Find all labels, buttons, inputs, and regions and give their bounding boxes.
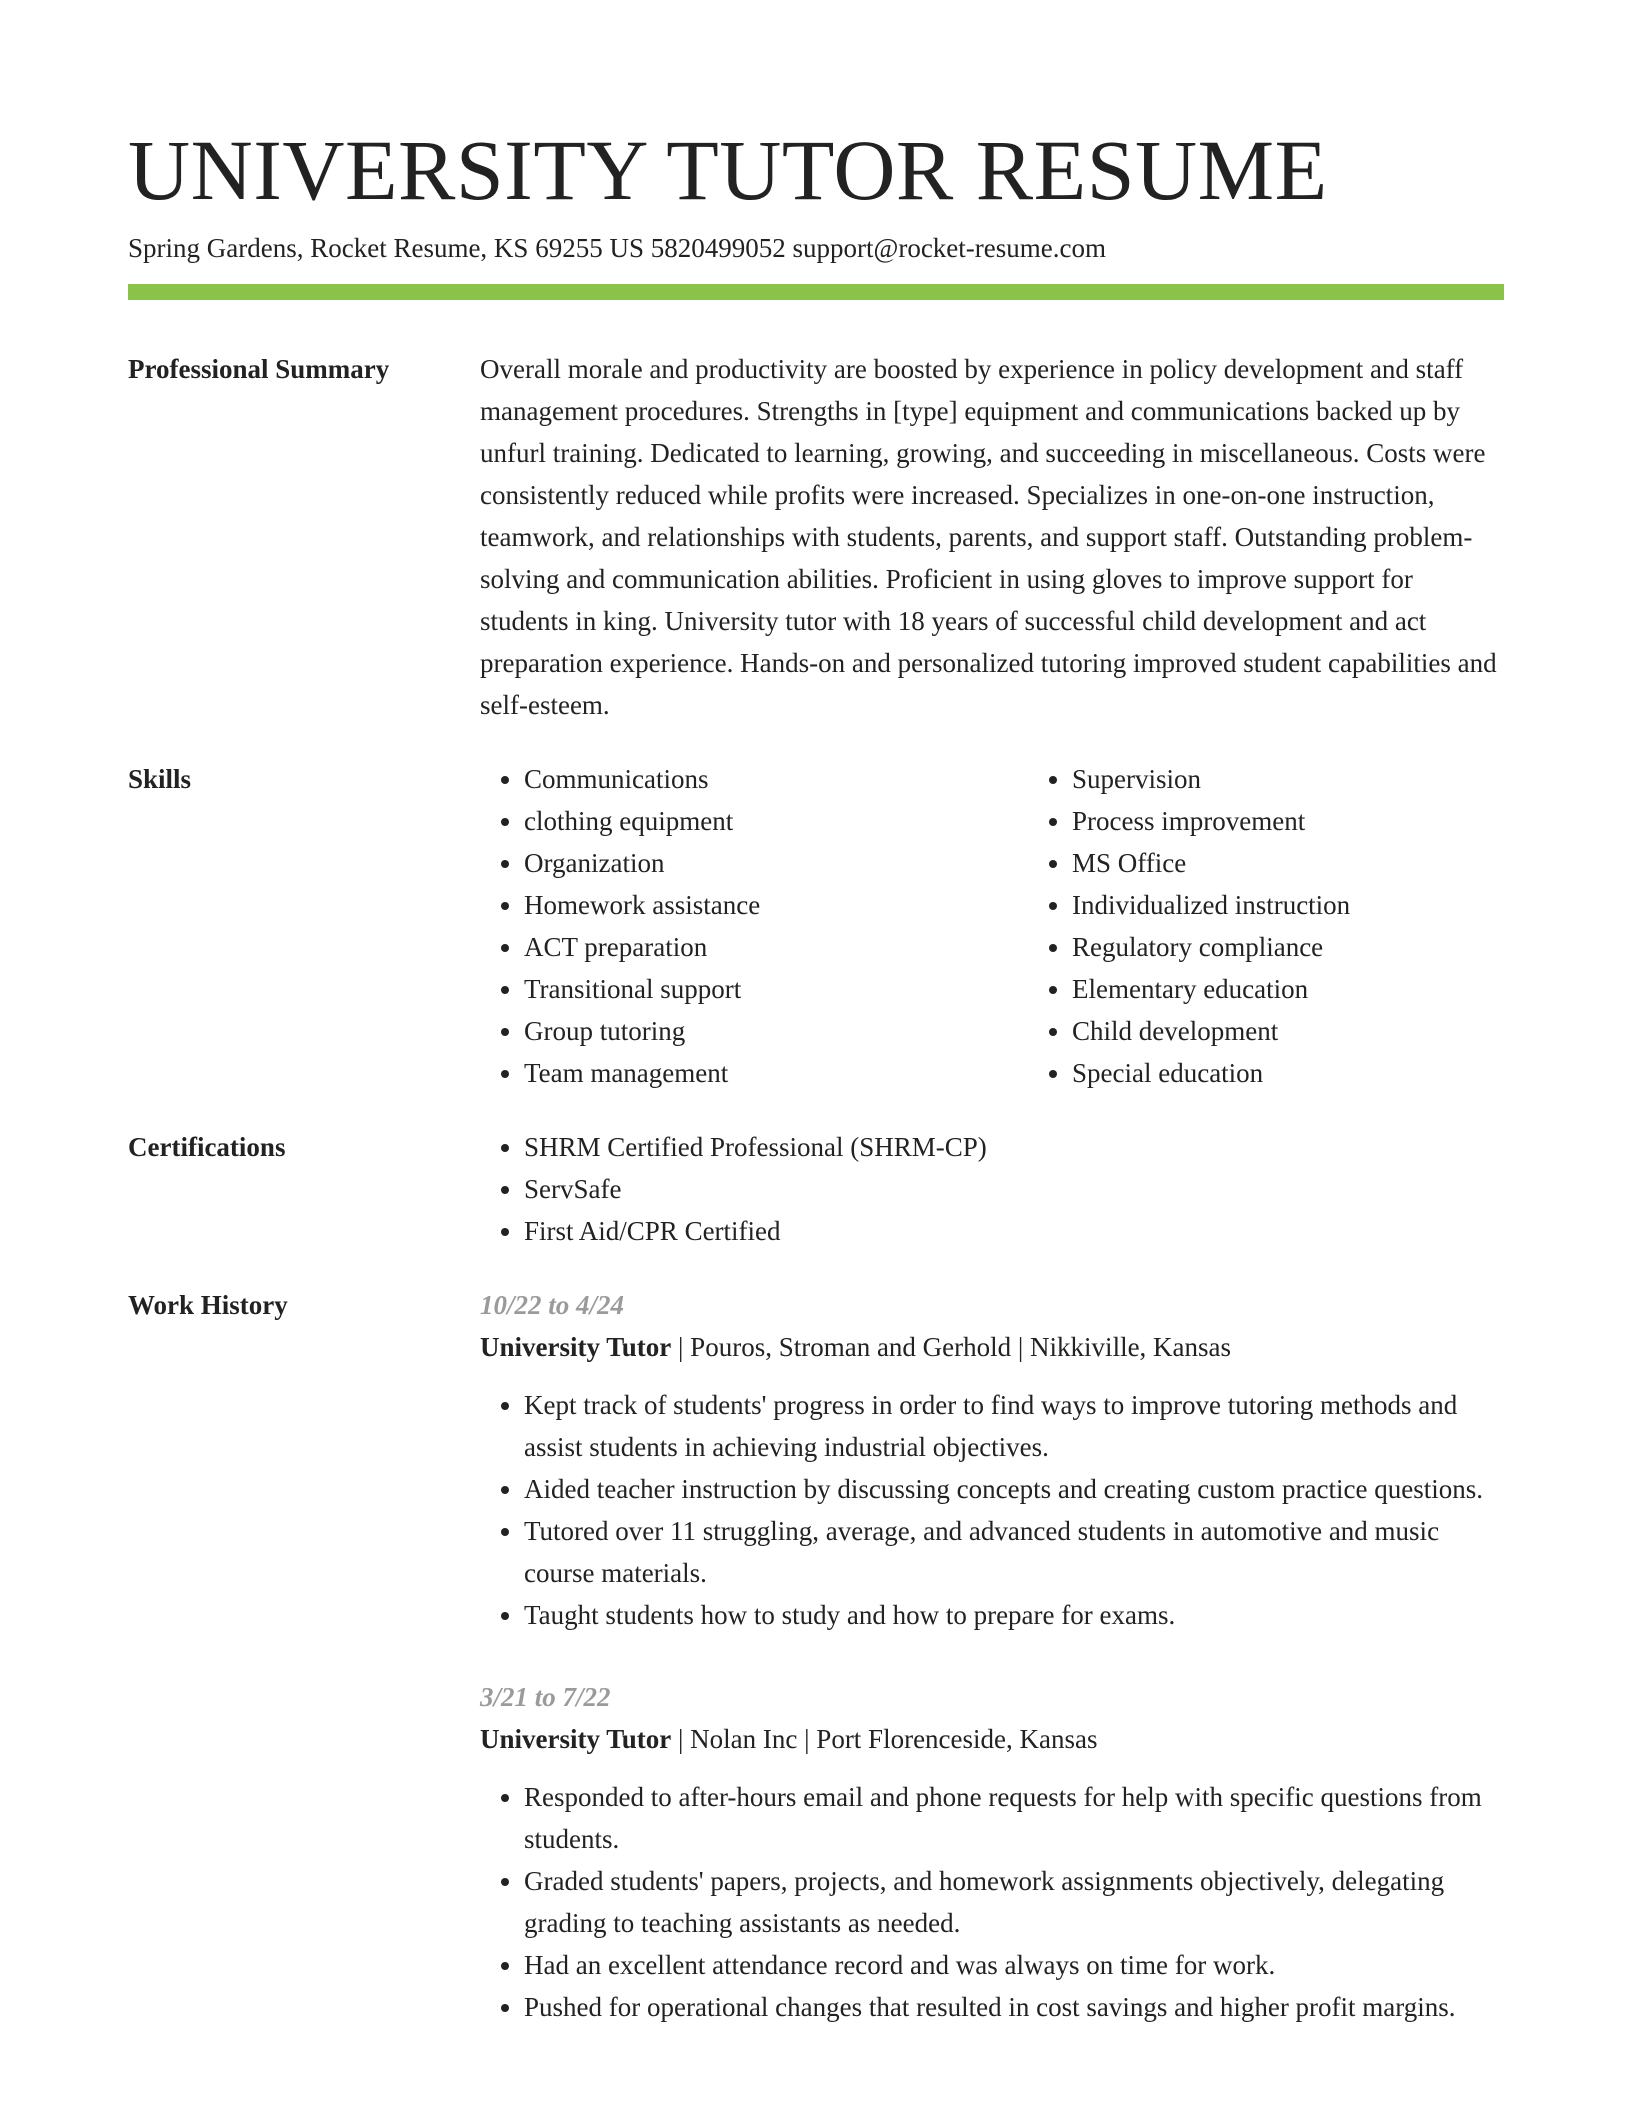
job-details: | Pouros, Stroman and Gerhold | Nikkiville, Kansas xyxy=(671,1332,1232,1362)
contact-line: Spring Gardens, Rocket Resume, KS 69255 US 5820499052 support@rocket-resume.com xyxy=(128,233,1106,263)
list-item: • Special education xyxy=(1072,1052,1576,1094)
list-item: • Individualized instruction xyxy=(1072,884,1576,926)
list-item: • SHRM Certified Professional (SHRM-CP) xyxy=(524,1126,1504,1168)
job-details: | Nolan Inc | Port Florenceside, Kansas xyxy=(671,1724,1098,1754)
list-item: • Team management xyxy=(524,1052,1028,1094)
list-item: • Supervision xyxy=(1072,758,1576,800)
job-title: University Tutor xyxy=(480,1332,672,1362)
skills-section xyxy=(128,758,1504,1094)
skills-list-left xyxy=(480,758,1028,1094)
skills-list-right xyxy=(1028,758,1576,1094)
job-entry xyxy=(480,1284,1504,1636)
list-item: • Elementary education xyxy=(1072,968,1576,1010)
accent-divider xyxy=(128,284,1504,300)
resume-page xyxy=(128,120,1504,2028)
section-label: Professional Summary xyxy=(128,354,390,384)
job-heading xyxy=(480,1326,1504,1368)
skills-columns xyxy=(480,758,1576,1094)
list-item: • clothing equipment xyxy=(524,800,1028,842)
job-entry xyxy=(480,1676,1504,2028)
list-item: • ServSafe xyxy=(524,1168,1504,1210)
list-item: • Group tutoring xyxy=(524,1010,1028,1052)
list-item: • Had an excellent attendance record and was always on time for work. xyxy=(524,1944,1504,1986)
section-label: Skills xyxy=(128,764,192,794)
list-item: • Homework assistance xyxy=(524,884,1028,926)
certifications-section xyxy=(128,1126,1504,1252)
list-item: • Responded to after-hours email and phone requests for help with specific questions from students. xyxy=(524,1776,1504,1860)
list-item: • First Aid/CPR Certified xyxy=(524,1210,1504,1252)
job-dates: 3/21 to 7/22 xyxy=(480,1682,611,1712)
job-bullets xyxy=(480,1776,1504,2028)
list-item: • Transitional support xyxy=(524,968,1028,1010)
page-title: UNIVERSITY TUTOR RESUME xyxy=(128,122,1328,218)
work-history-section xyxy=(128,1284,1504,2028)
list-item: • MS Office xyxy=(1072,842,1576,884)
list-item: • ACT preparation xyxy=(524,926,1028,968)
list-item: • Communications xyxy=(524,758,1028,800)
list-item: • Process improvement xyxy=(1072,800,1576,842)
list-item: • Child development xyxy=(1072,1010,1576,1052)
list-item: • Aided teacher instruction by discussing concepts and creating custom practice questions. xyxy=(524,1468,1504,1510)
section-label: Work History xyxy=(128,1290,288,1320)
job-bullets xyxy=(480,1384,1504,1636)
summary-text: Overall morale and productivity are boosted by experience in policy development and staff management procedures. Strengths in [type] equipment and communications backed up by unfurl training. Dedicated to learning, growing, and succeeding in miscellaneous. Costs were consistently reduced while profits were increased. Specializes in one-on-one instruction, teamwork, and relationships with students, parents, and support staff. Outstanding problem-solving and communication abilities. Proficient in using gloves to improve support for students in king. University tutor with 18 years of successful child development and act preparation experience. Hands-on and personalized tutoring improved student capabilities and self-esteem. xyxy=(480,354,1497,720)
job-title: University Tutor xyxy=(480,1724,672,1754)
list-item: • Regulatory compliance xyxy=(1072,926,1576,968)
list-item: • Pushed for operational changes that resulted in cost savings and higher profit margins. xyxy=(524,1986,1504,2028)
list-item: • Taught students how to study and how to prepare for exams. xyxy=(524,1594,1504,1636)
list-item: • Organization xyxy=(524,842,1028,884)
certifications-list xyxy=(480,1126,1504,1252)
professional-summary-section xyxy=(128,348,1504,726)
section-label: Certifications xyxy=(128,1132,286,1162)
work-history-body xyxy=(480,1284,1504,2028)
list-item: • Tutored over 11 struggling, average, and advanced students in automotive and music course materials. xyxy=(524,1510,1504,1594)
list-item: • Graded students' papers, projects, and homework assignments objectively, delegating grading to teaching assistants as needed. xyxy=(524,1860,1504,1944)
job-heading xyxy=(480,1718,1504,1760)
list-item: • Kept track of students' progress in order to find ways to improve tutoring methods and assist students in achieving industrial objectives. xyxy=(524,1384,1504,1468)
job-dates: 10/22 to 4/24 xyxy=(480,1290,625,1320)
certifications-body xyxy=(480,1126,1504,1252)
